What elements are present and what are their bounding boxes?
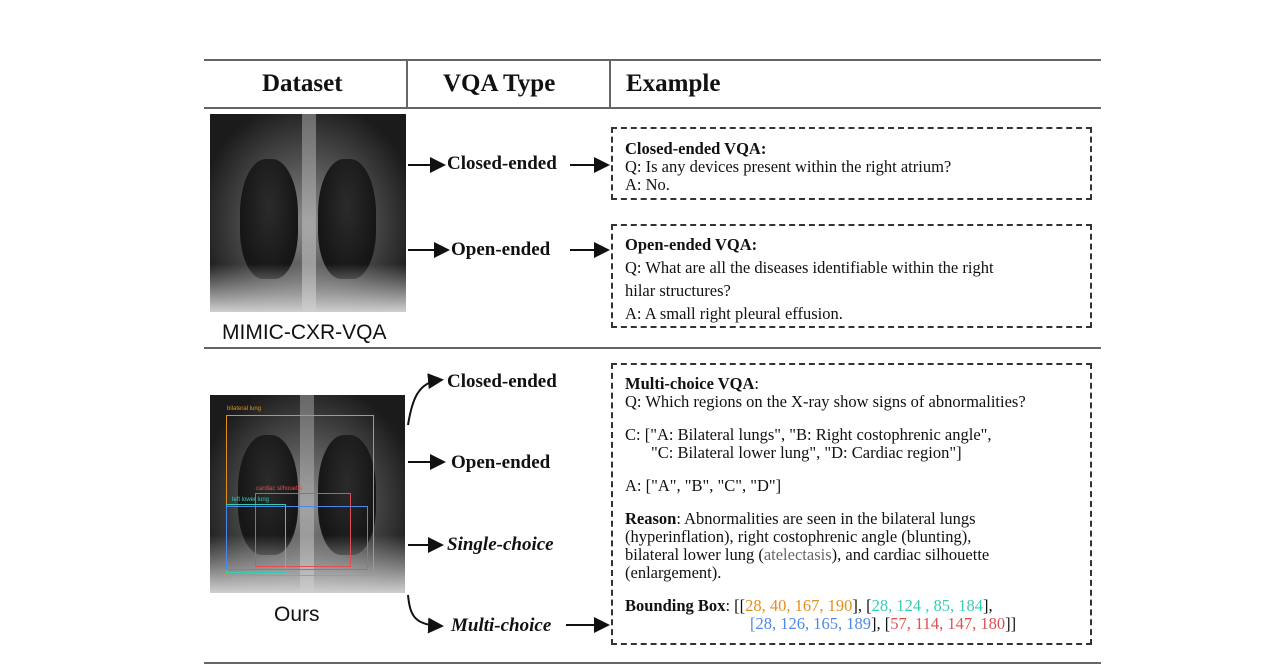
reason-line-2: (hyperinflation), right costophrenic angle (blunting), bbox=[625, 527, 972, 546]
multi-choice-example-box: Multi-choice VQA: Q: Which regions on the X-ray show signs of abnormalities? C: ["A: Bilateral lungs", "B: Right costophrenic angle", "C: Bilateral lower lung", "D: Cardiac region"] A: ["A", "B", "C", "D"] Reason: Abnormalities are seen in the bilateral lungs (hyperinflation), right costophrenic angle (blunting), bilateral lower lung (atelectasis), and cardiac silhouette (enlargement). Bounding Box: [[28, 40, 167, 190], [28, 124 , 85, 184], [28, 126, 165, 189], [57, 114, 147, 180]] bbox=[611, 363, 1092, 645]
ours-xray-image bbox=[210, 395, 405, 593]
bbox-lower-lung-blue bbox=[226, 506, 368, 570]
bbox-coords-2: 28, 124 , 85, 184 bbox=[871, 596, 984, 615]
multi-box-choices-2: "C: Bilateral lower lung", "D: Cardiac region"] bbox=[651, 443, 962, 462]
dataset-caption-mimic: MIMIC-CXR-VQA bbox=[222, 321, 387, 344]
multi-box-question: Q: Which regions on the X-ray show signs of abnormalities? bbox=[625, 392, 1026, 411]
bbox-label-bilateral-lung: bilateral lung bbox=[227, 406, 262, 412]
closed-box-question: Q: Is any devices present within the right atrium? bbox=[625, 157, 952, 176]
type-closed-ended-1: Closed-ended bbox=[447, 153, 557, 174]
bbox-label-lower-lung: left lower lung bbox=[232, 497, 270, 503]
open-box-answer: A: A small right pleural effusion. bbox=[625, 304, 843, 323]
header-vqa-type: VQA Type bbox=[443, 70, 556, 97]
bbox-coords-3: [28, 126, 165, 189 bbox=[750, 614, 871, 633]
type-single-choice: Single-choice bbox=[447, 534, 554, 555]
reason-line-4: (enlargement). bbox=[625, 563, 722, 582]
bbox-label-cardiac: cardiac silhouette bbox=[256, 486, 303, 492]
bottom-rule bbox=[204, 662, 1101, 664]
closed-box-answer: A: No. bbox=[625, 175, 670, 194]
reason-label: Reason bbox=[625, 509, 677, 528]
header-divider-1 bbox=[406, 59, 408, 108]
open-box-question-1: Q: What are all the diseases identifiable within the right bbox=[625, 258, 994, 277]
header-divider-2 bbox=[609, 59, 611, 108]
row-separator bbox=[204, 347, 1101, 349]
header-dataset: Dataset bbox=[262, 70, 343, 97]
type-closed-ended-2: Closed-ended bbox=[447, 371, 557, 392]
type-open-ended-1: Open-ended bbox=[451, 239, 551, 260]
type-open-ended-2: Open-ended bbox=[451, 452, 551, 473]
reason-line-3a: bilateral lower lung ( bbox=[625, 545, 764, 564]
multi-box-title: Multi-choice VQA bbox=[625, 374, 755, 393]
reason-atelectasis: atelectasis bbox=[763, 545, 832, 564]
type-multi-choice: Multi-choice bbox=[451, 615, 552, 636]
dataset-caption-ours: Ours bbox=[274, 603, 320, 626]
top-rule bbox=[204, 59, 1101, 61]
flow-arrows-row2 bbox=[400, 370, 620, 640]
header-rule bbox=[204, 107, 1101, 109]
bbox-coords-1: 28, 40, 167, 190 bbox=[745, 596, 853, 615]
header-example: Example bbox=[626, 70, 721, 97]
reason-line-3c: ), and cardiac silhouette bbox=[831, 545, 990, 564]
reason-line-1: : Abnormalities are seen in the bilateral lungs bbox=[676, 509, 976, 528]
closed-ended-example-box bbox=[611, 127, 1092, 200]
open-ended-example-box bbox=[611, 224, 1092, 328]
multi-box-choices-1: C: ["A: Bilateral lungs", "B: Right costophrenic angle", bbox=[625, 425, 992, 444]
bbox-label: Bounding Box bbox=[625, 596, 726, 615]
closed-box-title: Closed-ended VQA: bbox=[625, 139, 767, 158]
multi-box-answer: A: ["A", "B", "C", "D"] bbox=[625, 476, 782, 495]
open-box-question-2: hilar structures? bbox=[625, 281, 731, 300]
open-box-title: Open-ended VQA: bbox=[625, 235, 758, 254]
bbox-coords-4: 57, 114, 147, 180 bbox=[890, 614, 1006, 633]
mimic-xray-image bbox=[210, 114, 406, 312]
